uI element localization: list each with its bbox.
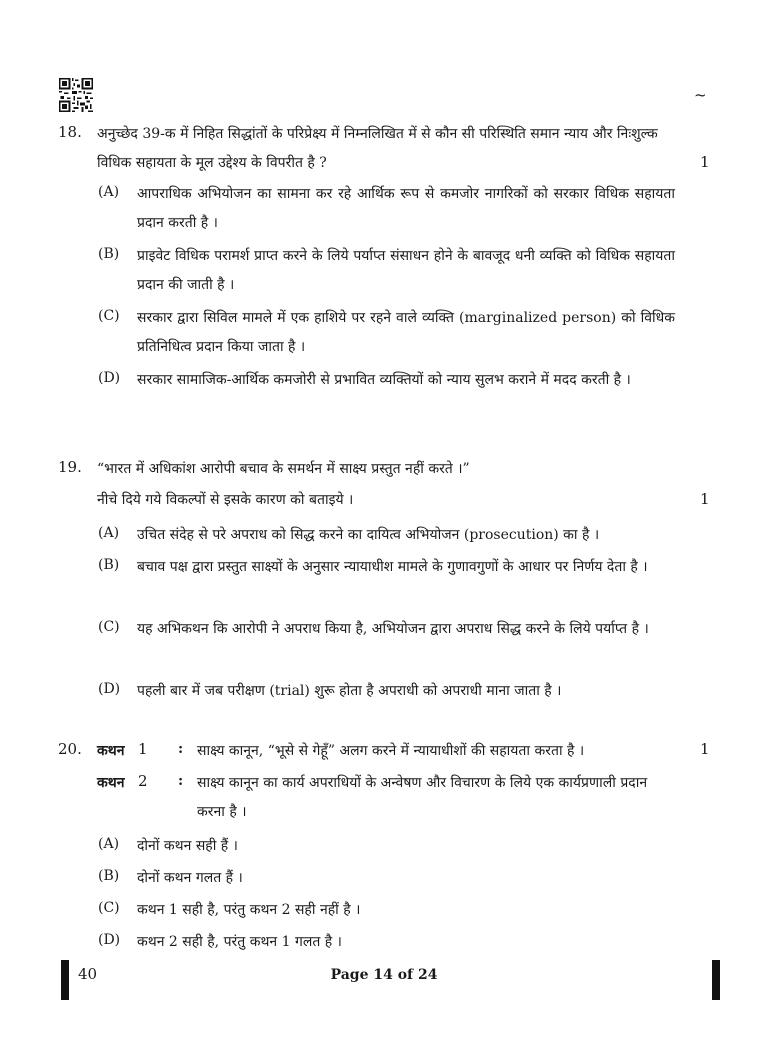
option-label: (B) <box>98 557 120 573</box>
question-number: 20. <box>58 740 82 758</box>
corner-mark: ~ <box>694 86 707 104</box>
option-text: कथन 2 सही है, परंतु कथन 1 गलत है । <box>137 934 342 950</box>
option-text: आपराधिक अभियोजन का सामना कर रहे आर्थिक रूप से कमजोर नागरिकों को सरकार विधिक सहायता प्रदान करती है । <box>137 186 675 231</box>
option-text: यह अभिकथन कि आरोपी ने अपराध किया है, अभियोजन द्वारा अपराध सिद्ध करने के लिये पर्याप्त है । <box>137 621 649 637</box>
option-text: प्राइवेट विधिक परामर्श प्राप्त करने के लिये पर्याप्त संसाधन होने के बावजूद धनी व्यक्ति को विधिक सहायता प्रदान की जाती है । <box>137 248 675 293</box>
question-marks: 1 <box>700 740 710 758</box>
option-text: दोनों कथन सही हैं । <box>137 838 238 854</box>
option-label: (A) <box>98 836 120 852</box>
option-label: (C) <box>98 619 120 635</box>
question-instruction: नीचे दिये गये विकल्पों से इसके कारण को बताइये । <box>97 492 354 508</box>
option-text: दोनों कथन गलत हैं । <box>137 870 243 886</box>
statement-text: साक्ष्य कानून, “भूसे से गेहूँ” अलग करने में न्यायाधीशों की सहायता करता है । <box>197 743 585 759</box>
qr-code-icon <box>59 78 93 112</box>
statement-number: 1 <box>138 740 148 758</box>
option-text: कथन 1 सही है, परंतु कथन 2 सही नहीं है । <box>137 902 361 918</box>
option-label: (C) <box>98 308 120 324</box>
question-stem: “भारत में अधिकांश आरोपी बचाव के समर्थन में साक्ष्य प्रस्तुत नहीं करते ।” <box>97 461 470 477</box>
option-label: (A) <box>98 184 120 200</box>
option-label: (B) <box>98 246 120 262</box>
option-text: सरकार द्वारा सिविल मामले में एक हाशिये पर रहने वाले व्यक्ति (marginalized person) को विधिक प्रतिनिधित्व प्रदान किया जाता है । <box>137 310 675 355</box>
question-number: 18. <box>58 123 82 141</box>
statement-colon: : <box>178 741 184 757</box>
statement-text: साक्ष्य कानून का कार्य अपराधियों के अन्वेषण और विचारण के लिये एक कार्यप्रणाली प्रदान करना है । <box>197 775 648 820</box>
option-text: बचाव पक्ष द्वारा प्रस्तुत साक्ष्यों के अनुसार न्यायाधीश मामले के गुणावगुणों के आधार पर निर्णय देता है । <box>137 559 648 575</box>
question-marks: 1 <box>700 490 710 508</box>
option-label: (C) <box>98 900 120 916</box>
statement-number: 2 <box>138 772 148 790</box>
option-text: पहली बार में जब परीक्षण (trial) शुरू होता है अपराधी को अपराधी माना जाता है । <box>137 683 562 699</box>
page-number: Page 14 of 24 <box>330 967 438 983</box>
option-text: सरकार सामाजिक-आर्थिक कमजोरी से प्रभावित व्यक्तियों को न्याय सुलभ कराने में मदद करती है । <box>137 372 631 388</box>
question-number: 19. <box>58 458 82 476</box>
option-label: (D) <box>98 932 121 948</box>
paper-code: 40 <box>78 965 98 983</box>
option-label: (D) <box>98 681 121 697</box>
statement-colon: : <box>178 773 184 789</box>
question-marks: 1 <box>700 153 710 171</box>
option-label: (B) <box>98 868 120 884</box>
statement-label: कथन <box>97 775 125 791</box>
option-label: (A) <box>98 525 120 541</box>
statement-label: कथन <box>97 743 125 759</box>
option-text: उचित संदेह से परे अपराध को सिद्ध करने का दायित्व अभियोजन (prosecution) का है । <box>137 527 600 543</box>
option-label: (D) <box>98 370 121 386</box>
question-stem: अनुच्छेद 39-क में निहित सिद्धांतों के परिप्रेक्ष्य में निम्नलिखित में से कौन सी परिस्थिति समान न्याय और निःशुल्क विधिक सहायता के मूल उद्देश्य के विपरीत है ? <box>97 126 658 171</box>
footer-bar-right <box>712 960 720 1000</box>
